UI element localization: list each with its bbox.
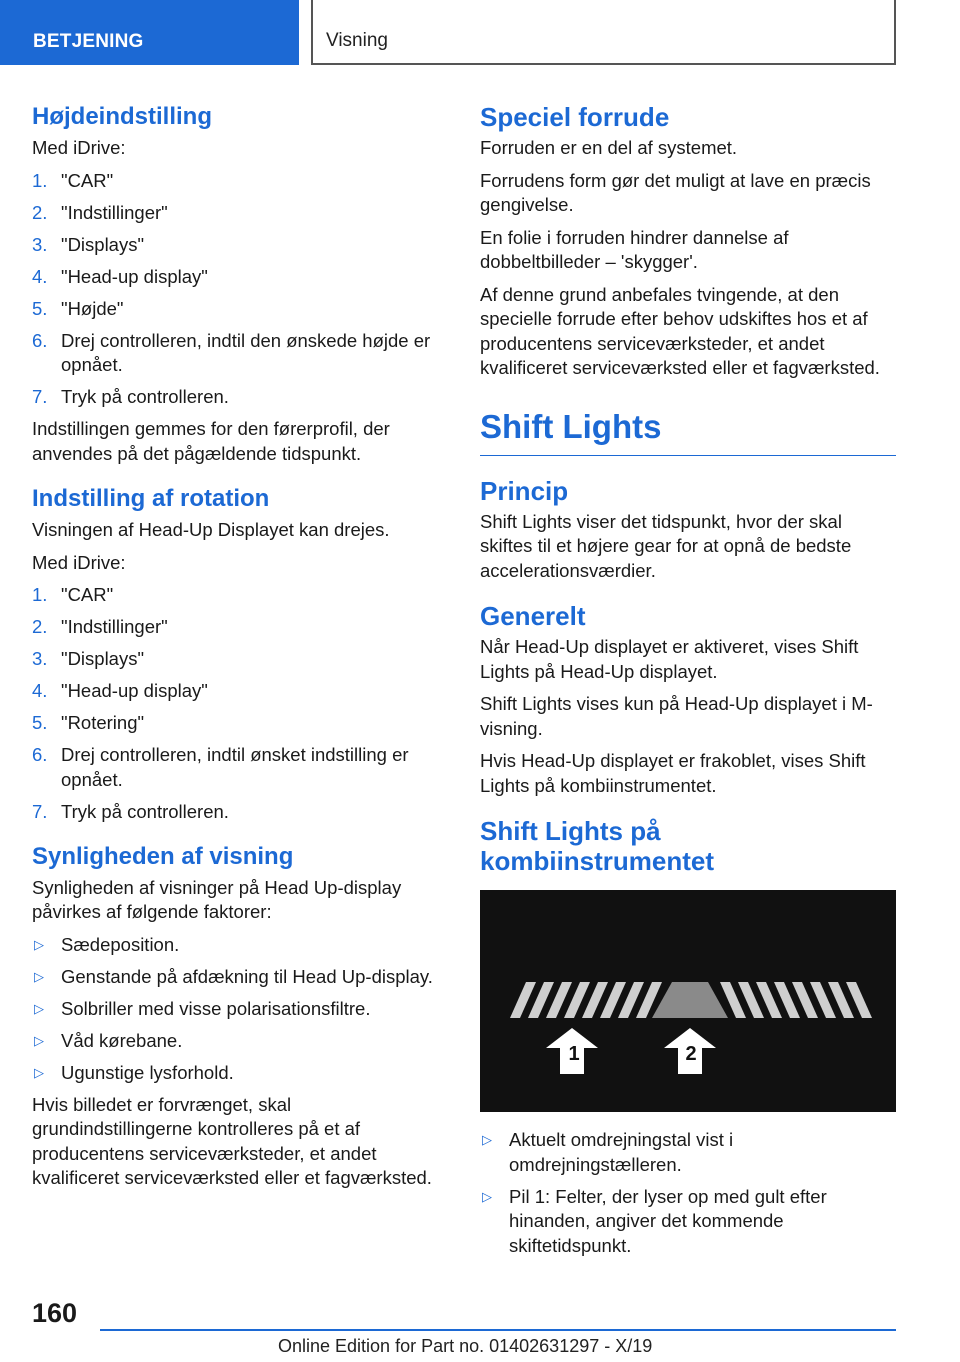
step-text: "Displays" bbox=[61, 233, 145, 255]
step-number: 7. bbox=[32, 386, 48, 407]
shift-lights-figure bbox=[480, 890, 896, 1112]
triangle-right-outline-icon: ▷ bbox=[34, 968, 44, 984]
height-intro: Med iDrive: bbox=[32, 137, 126, 158]
item-text: Sædeposition. bbox=[61, 933, 180, 955]
triangle-right-outline-icon: ▷ bbox=[482, 1132, 492, 1147]
step-number: 3. bbox=[32, 648, 48, 669]
page-number: 160 bbox=[32, 1298, 78, 1328]
list-item bbox=[32, 679, 448, 704]
list-item bbox=[32, 329, 448, 378]
step-text: Drej controlleren, indtil den ønskede højde er opnået. bbox=[61, 329, 431, 375]
footer-edition: Online Edition for Part no. 01402631297 - X/19 bbox=[278, 1336, 653, 1356]
triangle-right-outline-icon: ▷ bbox=[34, 1064, 44, 1080]
windshield-text-2: Forrudens form gør det muligt at lave en præcis gengivelse. bbox=[480, 169, 871, 215]
height-note: Indstillingen gemmes for den førerprofil, der anvendes på det pågældende tidspunkt. bbox=[32, 418, 390, 464]
step-text: "Head-up display" bbox=[61, 265, 208, 287]
cluster-items bbox=[480, 1128, 896, 1258]
step-number: 2. bbox=[32, 616, 48, 637]
windshield-text-1: Forruden er en del af systemet. bbox=[480, 137, 738, 158]
list-item bbox=[32, 265, 448, 290]
list-item bbox=[32, 647, 448, 672]
list-item bbox=[480, 1128, 896, 1177]
list-item bbox=[32, 201, 448, 226]
step-text: "Indstillinger" bbox=[61, 201, 168, 223]
list-item bbox=[32, 800, 448, 825]
triangle-right-outline-icon: ▷ bbox=[34, 1000, 44, 1016]
general-text-2: Shift Lights vises kun på Head-Up displayet i M-visning. bbox=[480, 693, 873, 739]
list-item bbox=[32, 933, 448, 958]
step-number: 2. bbox=[32, 201, 48, 223]
list-item bbox=[480, 1185, 896, 1259]
step-text: "CAR" bbox=[61, 169, 114, 191]
list-item bbox=[32, 615, 448, 640]
shift-lights-illustration bbox=[480, 890, 896, 1112]
heading-rotation: Indstilling af rotation bbox=[32, 485, 270, 512]
step-text: "CAR" bbox=[61, 584, 114, 605]
triangle-right-outline-icon: ▷ bbox=[482, 1188, 492, 1204]
step-number: 5. bbox=[32, 297, 48, 319]
visibility-factors bbox=[32, 933, 448, 1086]
step-number: 3. bbox=[32, 233, 48, 255]
triangle-right-outline-icon: ▷ bbox=[34, 936, 44, 952]
rotation-intro: Med iDrive: bbox=[32, 551, 126, 573]
list-item bbox=[32, 1029, 448, 1054]
list-item bbox=[32, 997, 448, 1022]
heading-windshield: Speciel forrude bbox=[480, 102, 670, 132]
section-tab: BETJENING bbox=[0, 0, 299, 65]
item-text: Solbriller med visse polarisationsfiltre. bbox=[61, 997, 371, 1019]
step-text: "Indstillinger" bbox=[61, 616, 168, 637]
rotation-text: Visningen af Head-Up Displayet kan drejes. bbox=[32, 519, 390, 540]
general-text-1: Når Head-Up displayet er aktiveret, vises Shift Lights på Head-Up displayet. bbox=[480, 636, 859, 682]
rotation-steps bbox=[32, 583, 448, 824]
list-item bbox=[32, 297, 448, 322]
step-number: 6. bbox=[32, 329, 48, 351]
visibility-note: Hvis billedet er forvrænget, skal grundindstillingerne kontrolleres på et af producentens serviceværksteder, et andet kvalificeret serviceværksted eller et fagværksted. bbox=[32, 1093, 432, 1188]
item-text: Aktuelt omdrejningstal vist i omdrejningstælleren. bbox=[509, 1129, 734, 1175]
step-text: "Head-up display" bbox=[61, 680, 208, 701]
step-text: Tryk på controlleren. bbox=[61, 386, 229, 407]
list-item bbox=[32, 385, 448, 410]
step-number: 4. bbox=[32, 265, 48, 287]
step-number: 7. bbox=[32, 800, 48, 822]
step-text: "Højde" bbox=[61, 297, 124, 319]
item-text: Ugunstige lysforhold. bbox=[61, 1061, 234, 1083]
principle-text: Shift Lights viser det tidspunkt, hvor der skal skiftes til et højere gear for at opnå de bedste accelerationsværdier. bbox=[480, 510, 852, 581]
subsection-title: Visning bbox=[311, 0, 896, 65]
windshield-text-3: En folie i forruden hindrer dannelse af dobbeltbilleder – 'skygger'. bbox=[480, 226, 789, 272]
list-item bbox=[32, 965, 448, 990]
step-number: 4. bbox=[32, 680, 48, 701]
triangle-right-outline-icon: ▷ bbox=[34, 1032, 44, 1048]
visibility-text: Synligheden af visninger på Head Up-display påvirkes af følgende faktorer: bbox=[32, 876, 402, 922]
step-text: Drej controlleren, indtil ønsket indstilling er opnået. bbox=[61, 744, 409, 790]
heading-shift-lights: Shift Lights bbox=[480, 407, 896, 456]
list-item bbox=[32, 743, 448, 792]
item-text: Våd kørebane. bbox=[61, 1029, 183, 1051]
heading-height: Højdeindstilling bbox=[32, 103, 212, 130]
arrow-label-1: 1 bbox=[568, 1043, 580, 1065]
step-text: "Rotering" bbox=[61, 712, 145, 733]
item-text: Genstande på afdækning til Head Up-display. bbox=[61, 965, 433, 987]
list-item bbox=[32, 583, 448, 608]
item-text: Pil 1: Felter, der lyser op med gult efter hinanden, angiver det kommende skiftetidspunkt. bbox=[509, 1185, 827, 1256]
heading-principle: Princip bbox=[480, 475, 569, 506]
step-number: 5. bbox=[32, 712, 48, 733]
general-text-3: Hvis Head-Up displayet er frakoblet, vises Shift Lights på kombiinstrumentet. bbox=[480, 750, 866, 796]
step-number: 1. bbox=[32, 169, 48, 191]
step-text: "Displays" bbox=[61, 648, 145, 669]
list-item bbox=[32, 233, 448, 258]
step-number: 1. bbox=[32, 584, 48, 605]
step-text: Tryk på controlleren. bbox=[61, 800, 229, 822]
footer-divider bbox=[100, 1329, 896, 1331]
windshield-text-4: Af denne grund anbefales tvingende, at den specielle forrude efter behov udskiftes hos et af producentens serviceværksteder, et andet kvalificeret serviceværksted eller et fagværksted. bbox=[480, 283, 880, 378]
list-item bbox=[32, 1061, 448, 1086]
step-number: 6. bbox=[32, 744, 48, 765]
list-item bbox=[32, 169, 448, 194]
list-item bbox=[32, 711, 448, 736]
right-column bbox=[480, 102, 896, 1266]
heading-cluster: Shift Lights på kombiinstrumentet bbox=[480, 816, 715, 876]
height-steps bbox=[32, 169, 448, 410]
heading-general: Generelt bbox=[480, 601, 586, 631]
arrow-label-2: 2 bbox=[685, 1043, 697, 1065]
left-column bbox=[32, 102, 448, 1199]
heading-visibility: Synligheden af visning bbox=[32, 842, 294, 870]
